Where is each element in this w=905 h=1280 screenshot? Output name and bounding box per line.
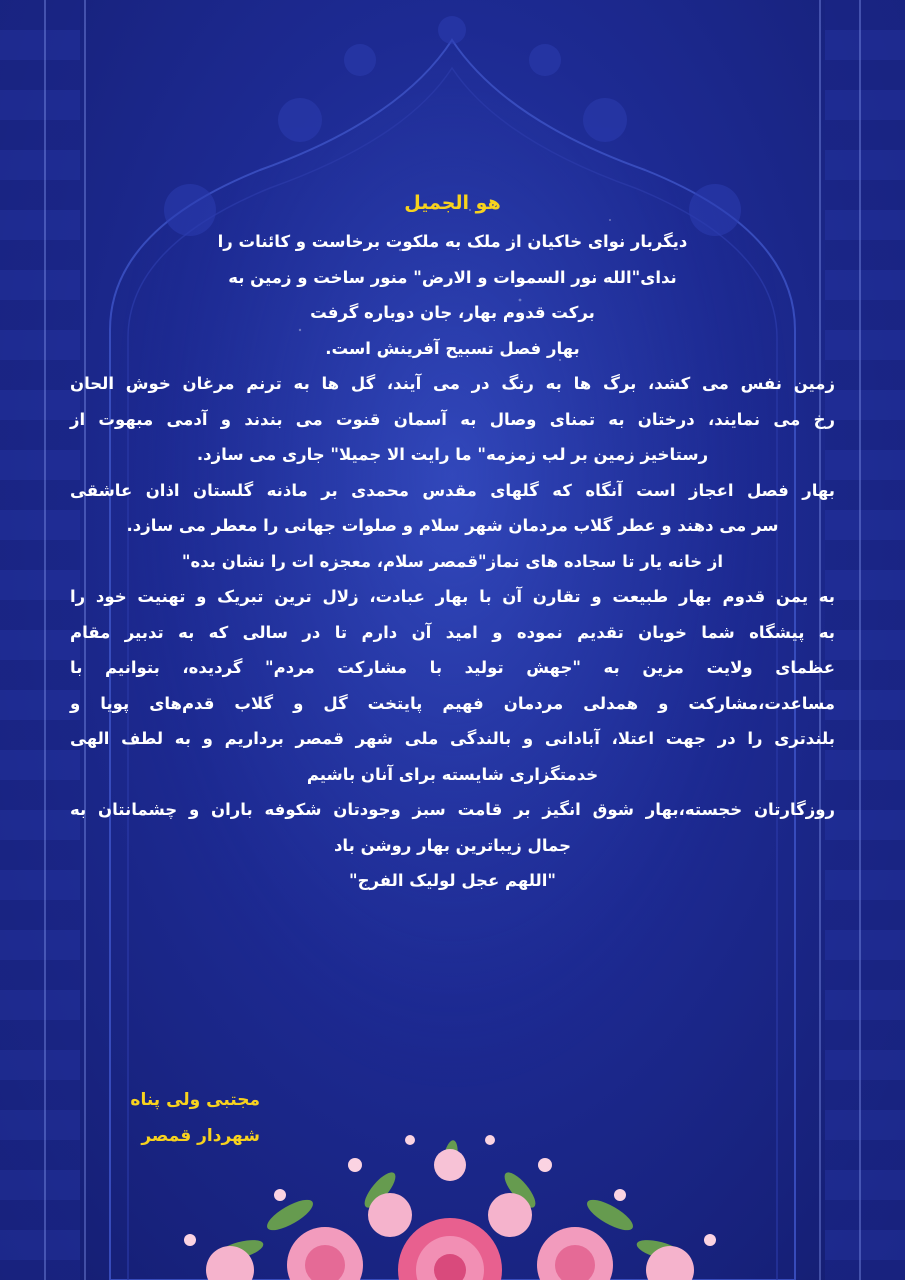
- message-body: [70, 188, 835, 899]
- text-line: "اللهم عجل لولیک الفرج": [349, 871, 556, 890]
- text-line: ندای"الله نور السموات و الارض" منور ساخت و زمین به: [228, 267, 677, 287]
- text-line: جمال زیباترین بهار روشن باد: [333, 835, 572, 855]
- text-line: از خانه یار تا سجاده های نماز"قمصر سلام، معجزه ات را نشان بده": [181, 551, 724, 571]
- text-line: مساعدت،مشارکت و همدلی مردمان فهیم پایتخت گل و گلاب قدم‌های پویا و: [70, 693, 835, 713]
- text-line: زمین نفس می کشد، برگ ها به رنگ در می آیند، گل ها به ترنم مرغان خوش الحان: [70, 374, 835, 393]
- text-line: دیگربار نوای خاکیان از ملک به ملکوت برخاست و کائنات را: [217, 232, 688, 251]
- flower-decoration: [150, 1120, 750, 1280]
- text-line: بهار فصل اعجاز است آنگاه که گلهای مقدس محمدی بر ماذنه گلستان اذان عاشقی: [70, 480, 835, 500]
- text-line: خدمتگزاری شایسته برای آنان باشیم: [306, 764, 599, 784]
- text-line: برکت قدوم بهار، جان دوباره گرفت: [310, 303, 595, 322]
- text-line: روزگارتان خجسته،بهار شوق انگیز بر قامت سبز وجودتان شکوفه باران و چشمانتان به: [70, 800, 835, 819]
- text-line: به یمن قدوم بهار طبیعت و تقارن آن با بهار عبادت، زلال ترین تبریک و تهنیت خود را: [70, 587, 835, 606]
- signature-name: مجتبی ولی پناه: [130, 1090, 260, 1110]
- text-line: به پیشگاه شما خوبان تقدیم نموده و امید آن دارم تا در سالی که به تدبیر مقام: [70, 622, 835, 642]
- text-line: رستاخیز زمین بر لب زمزمه" ما رایت الا جمیلا" جاری می سازد.: [196, 445, 709, 464]
- signature-title: شهردار قمصر: [141, 1126, 260, 1146]
- text-line: سر می دهند و عطر گلاب مردمان شهر سلام و صلوات جهانی را معطر می سازد.: [126, 516, 779, 535]
- heading: هو الجمیل: [404, 192, 501, 214]
- text-line: بلندتری را در جهت اعتلا، آبادانی و بالندگی ملی شهر قمصر برداریم و به لطف الهی: [70, 729, 835, 748]
- text-line: بهار فصل تسبیح آفرینش است.: [325, 338, 580, 358]
- text-line: عظمای ولایت مزین به "جهش تولید با مشارکت مردم" گردیده، بتوانیم با: [70, 658, 835, 677]
- text-line: رخ می نمایند، درختان به تمنای وصال به آسمان قنوت می بندند و آدمی مبهوت از: [70, 409, 835, 429]
